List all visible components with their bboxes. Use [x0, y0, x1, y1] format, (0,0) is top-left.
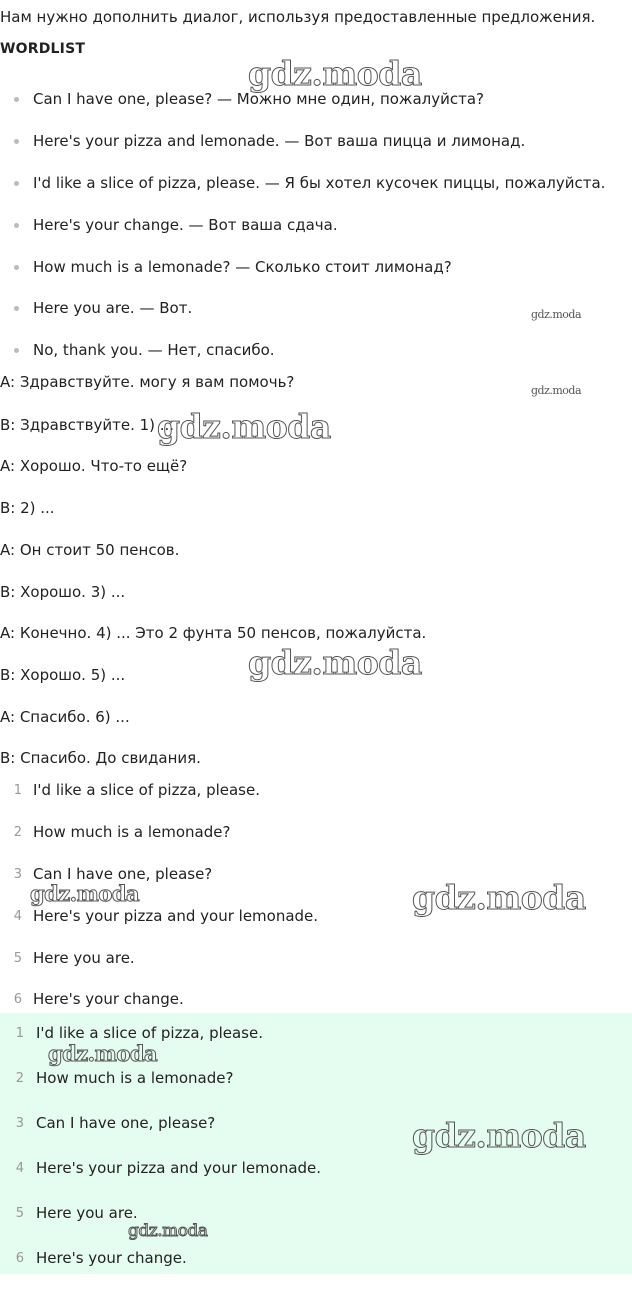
dialogue-line: A: Конечно. 4) ... Это 2 фунта 50 пенсов, пожалуйста.: [0, 624, 427, 642]
list-item: I'd like a slice of pizza, please. — Я бы хотел кусочек пиццы, пожалуйста.: [33, 174, 606, 192]
watermark: gdz.moda: [157, 407, 331, 446]
answer-text: Here's your pizza and your lemonade.: [33, 907, 319, 925]
wordlist-heading: WORDLIST: [0, 41, 86, 57]
watermark: gdz.moda: [531, 384, 582, 397]
answer-number: 6: [15, 1251, 24, 1266]
list-item: Here's your change. — Вот ваша сдача.: [33, 216, 338, 234]
answer-text: How much is a lemonade?: [33, 823, 231, 841]
list-item: How much is a lemonade? — Сколько стоит лимонад?: [33, 258, 452, 276]
list-item: Can I have one, please? — Можно мне один, пожалуйста?: [33, 90, 484, 108]
answer-text: Here's your change.: [36, 1249, 187, 1267]
list-item: No, thank you. — Нет, спасибо.: [33, 341, 275, 359]
dialogue-line: B: Спасибо. До свидания.: [0, 749, 201, 767]
watermark: gdz.moda: [30, 881, 140, 906]
answer-text: I'd like a slice of pizza, please.: [36, 1024, 263, 1042]
watermark: gdz.moda: [128, 1221, 208, 1241]
bullet-icon: [14, 97, 19, 102]
answer-number: 4: [13, 909, 22, 924]
bullet-icon: [14, 348, 19, 353]
answer-number: 4: [15, 1161, 24, 1176]
answer-number: 1: [15, 1026, 24, 1041]
answer-number: 5: [13, 951, 22, 966]
bullet-icon: [14, 306, 19, 311]
bullet-icon: [14, 139, 19, 144]
answer-text: I'd like a slice of pizza, please.: [33, 781, 260, 799]
dialogue-line: A: Он стоит 50 пенсов.: [0, 541, 180, 559]
answer-text: Can I have one, please?: [36, 1114, 216, 1132]
watermark: gdz.moda: [412, 878, 586, 917]
dialogue-line: A: Здравствуйте. могу я вам помочь?: [0, 373, 295, 391]
answer-number: 2: [15, 1071, 24, 1086]
watermark: gdz.moda: [248, 643, 422, 682]
answer-number: 3: [13, 867, 22, 882]
dialogue-line: A: Спасибо. 6) ...: [0, 708, 130, 726]
dialogue-line: B: Здравствуйте. 1) ...: [0, 416, 175, 434]
answer-text: Here you are.: [36, 1204, 138, 1222]
answer-text: Can I have one, please?: [33, 865, 213, 883]
answer-number: 6: [13, 992, 22, 1007]
answer-text: Here you are.: [33, 949, 135, 967]
intro-text: Нам нужно дополнить диалог, используя предоставленные предложения.: [0, 8, 596, 26]
answer-text: Here's your pizza and your lemonade.: [36, 1159, 322, 1177]
answer-number: 5: [15, 1206, 24, 1221]
bullet-icon: [14, 265, 19, 270]
watermark: gdz.moda: [48, 1041, 158, 1066]
list-item: Here's your pizza and lemonade. — Вот ваша пицца и лимонад.: [33, 132, 526, 150]
dialogue-line: B: 2) ...: [0, 499, 55, 517]
bullet-icon: [14, 223, 19, 228]
dialogue-line: A: Хорошо. Что-то ещё?: [0, 457, 188, 475]
watermark: gdz.moda: [531, 308, 582, 321]
answer-number: 3: [15, 1116, 24, 1131]
watermark: gdz.moda: [412, 1116, 586, 1155]
answer-number: 1: [13, 783, 22, 798]
watermark: gdz.moda: [248, 54, 422, 93]
dialogue-line: B: Хорошо. 5) ...: [0, 666, 126, 684]
bullet-icon: [14, 181, 19, 186]
answer-text: How much is a lemonade?: [36, 1069, 234, 1087]
dialogue-line: B: Хорошо. 3) ...: [0, 583, 126, 601]
answer-text: Here's your change.: [33, 990, 184, 1008]
list-item: Here you are. — Вот.: [33, 299, 193, 317]
answer-number: 2: [13, 825, 22, 840]
